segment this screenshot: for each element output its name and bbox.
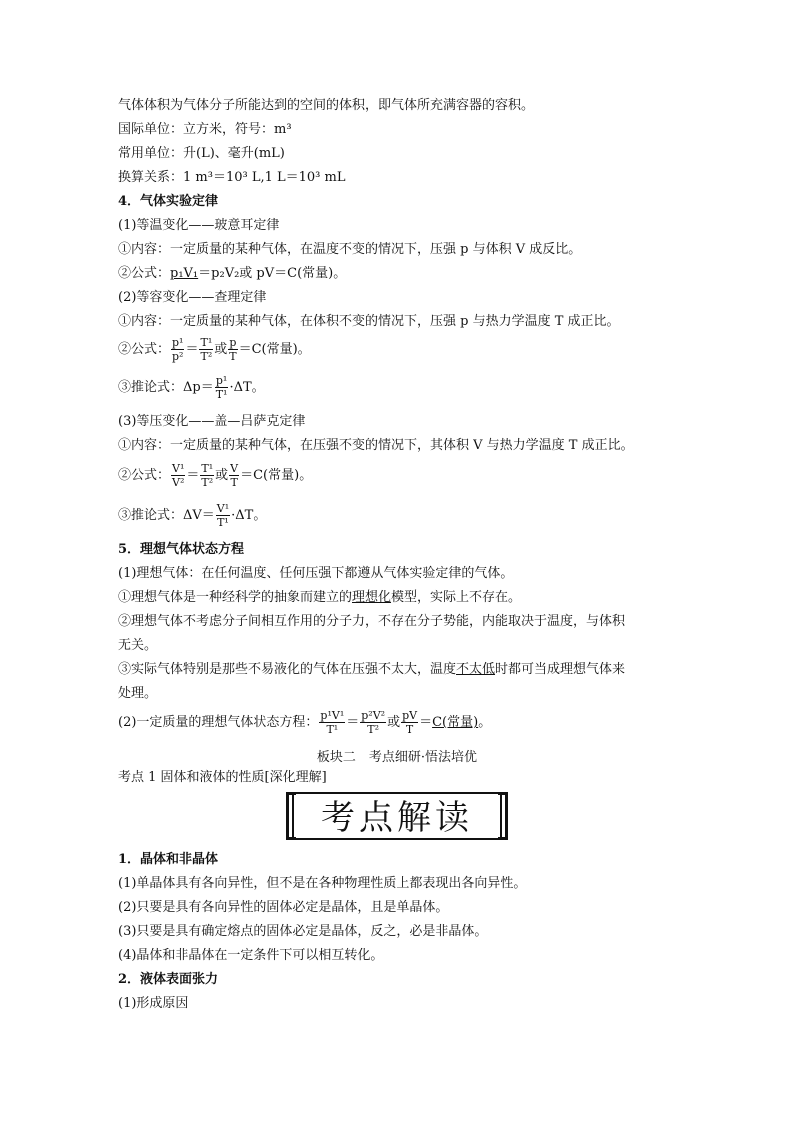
denominator: T bbox=[230, 476, 238, 489]
formula-label: ②公式： bbox=[118, 266, 171, 281]
ideal-gas-point-1 bbox=[118, 590, 521, 606]
denominator: T² bbox=[201, 476, 214, 489]
formula-suffix: ·ΔT。 bbox=[229, 380, 265, 395]
ideal-gas-equation bbox=[118, 708, 491, 738]
fraction bbox=[216, 502, 230, 529]
text: ①理想气体是一种经科学的抽象而建立的 bbox=[118, 590, 353, 605]
isobaric-formula bbox=[118, 462, 312, 490]
numerator: V¹ bbox=[172, 462, 185, 475]
denominator: T¹ bbox=[217, 516, 229, 529]
text: 时都可当成理想气体来 bbox=[495, 662, 626, 677]
ideal-gas-point-3-cont: 处理。 bbox=[118, 686, 158, 701]
equals-sign: ＝ bbox=[346, 715, 360, 730]
crystal-point-1: (1)单晶体具有各向异性，但不是在各种物理性质上都表现出各向异性。 bbox=[118, 876, 527, 891]
or-word: 或 bbox=[214, 342, 228, 357]
or-word: 或 bbox=[215, 468, 229, 483]
isobaric-corollary bbox=[118, 502, 266, 530]
formula-suffix: ·ΔT。 bbox=[231, 508, 267, 523]
isochoric-corollary bbox=[118, 374, 265, 402]
denominator: T² bbox=[200, 350, 213, 363]
denominator: p² bbox=[172, 350, 184, 363]
fraction bbox=[200, 462, 214, 489]
kaodian-heading: 考点 1 固体和液体的性质[深化理解] bbox=[118, 770, 327, 785]
text: ③实际气体特别是那些不易液化的气体在压强不太大，温度 bbox=[118, 662, 457, 677]
numerator: pV bbox=[402, 709, 418, 722]
heading-ideal-gas: 5．理想气体状态方程 bbox=[118, 542, 245, 557]
formula-rest: ＝p₂V₂或 pV＝C(常量)。 bbox=[198, 266, 347, 281]
equals-sign: ＝ bbox=[185, 342, 199, 357]
fraction bbox=[171, 462, 185, 489]
formula-label: ②公式： bbox=[118, 468, 171, 483]
numerator: p bbox=[229, 336, 237, 349]
denominator: T¹ bbox=[326, 723, 339, 736]
surface-tension-point-1: (1)形成原因 bbox=[118, 996, 189, 1011]
section-heading: 板块二 考点细研·悟法培优 bbox=[316, 750, 478, 765]
paragraph-volume-definition: 气体体积为气体分子所能达到的空间的体积，即气体所充满容器的容积。 bbox=[118, 98, 535, 113]
fraction bbox=[360, 709, 386, 736]
formula-p1v1: p₁V₁ bbox=[170, 266, 199, 281]
kaodian-jiedu-banner bbox=[292, 792, 502, 840]
heading-isochoric: (2)等容变化——查理定律 bbox=[118, 290, 267, 305]
heading-isobaric: (3)等压变化——盖—吕萨克定律 bbox=[118, 414, 306, 429]
formula-label: ③推论式：Δp＝ bbox=[118, 380, 214, 395]
formula-suffix: ＝C(常量)。 bbox=[238, 342, 311, 357]
fraction bbox=[215, 374, 229, 401]
formula-label: ②公式： bbox=[118, 342, 171, 357]
denominator: T bbox=[229, 350, 237, 363]
isochoric-formula bbox=[118, 336, 311, 364]
heading-surface-tension: 2．液体表面张力 bbox=[118, 972, 219, 987]
formula-label: ③推论式：ΔV＝ bbox=[118, 508, 215, 523]
numerator: p¹ bbox=[172, 336, 184, 349]
denominator: V² bbox=[172, 476, 185, 489]
ideal-gas-point-3 bbox=[118, 662, 625, 678]
fraction bbox=[319, 709, 345, 736]
or-word: 或 bbox=[387, 715, 401, 730]
denominator: T² bbox=[367, 723, 380, 736]
banner-text: 考点解读 bbox=[321, 798, 473, 838]
heading-gas-laws: 4．气体实验定律 bbox=[118, 194, 219, 209]
numerator: T¹ bbox=[201, 462, 214, 475]
equals-sign: ＝ bbox=[186, 468, 200, 483]
numerator: p¹ bbox=[215, 374, 228, 387]
fraction bbox=[199, 336, 213, 363]
numerator: p²V² bbox=[361, 709, 386, 722]
numerator: T¹ bbox=[200, 336, 213, 349]
denominator: T¹ bbox=[215, 388, 228, 401]
formula-label: (2)一定质量的理想气体状态方程： bbox=[118, 715, 319, 730]
denominator: T bbox=[405, 723, 414, 736]
numerator: V bbox=[230, 462, 239, 475]
isobaric-content: ①内容：一定质量的某种气体，在压强不变的情况下，其体积 V 与热力学温度 T 成正比。 bbox=[118, 438, 634, 453]
underlined-text: 理想化 bbox=[352, 590, 392, 605]
formula-suffix: ＝C(常量)。 bbox=[240, 468, 313, 483]
conversion-line: 换算关系：1 m³＝10³ L,1 L＝10³ mL bbox=[118, 170, 346, 185]
numerator: V¹ bbox=[216, 502, 230, 515]
ideal-gas-point-2: ②理想气体不考虑分子间相互作用的分子力，不存在分子势能，内能取决于温度，与体积 bbox=[118, 614, 626, 629]
common-unit-line: 常用单位：升(L)、毫升(mL) bbox=[118, 146, 285, 161]
underlined-text: C(常量) bbox=[432, 715, 479, 730]
heading-crystal: 1．晶体和非晶体 bbox=[118, 852, 219, 867]
formula-suffix: 。 bbox=[478, 715, 492, 730]
ideal-gas-point-2-cont: 无关。 bbox=[118, 638, 158, 653]
crystal-point-4: (4)晶体和非晶体在一定条件下可以相互转化。 bbox=[118, 948, 384, 963]
crystal-point-2: (2)只要是具有各向异性的固体必定是晶体，且是单晶体。 bbox=[118, 900, 449, 915]
numerator: p¹V¹ bbox=[320, 709, 345, 722]
fraction bbox=[228, 336, 237, 363]
fraction bbox=[401, 709, 418, 736]
isochoric-content: ①内容：一定质量的某种气体，在体积不变的情况下，压强 p 与热力学温度 T 成正比。 bbox=[118, 314, 620, 329]
isothermal-formula bbox=[118, 266, 346, 282]
si-unit-line: 国际单位：立方米，符号：m³ bbox=[118, 122, 292, 137]
text: 模型，实际上不存在。 bbox=[391, 590, 522, 605]
fraction bbox=[229, 462, 239, 489]
equals-sign: ＝ bbox=[419, 715, 433, 730]
crystal-point-3: (3)只要是具有确定熔点的固体必定是晶体，反之，必是非晶体。 bbox=[118, 924, 488, 939]
heading-isothermal: (1)等温变化——玻意耳定律 bbox=[118, 218, 280, 233]
ideal-gas-definition: (1)理想气体：在任何温度、任何压强下都遵从气体实验定律的气体。 bbox=[118, 566, 514, 581]
underlined-text: 不太低 bbox=[456, 662, 496, 677]
isothermal-content: ①内容：一定质量的某种气体，在温度不变的情况下，压强 p 与体积 V 成反比。 bbox=[118, 242, 582, 257]
fraction bbox=[171, 336, 184, 363]
